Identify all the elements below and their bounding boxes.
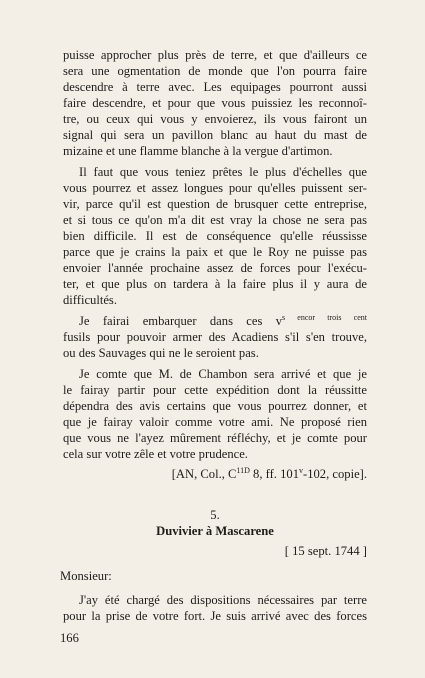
page-number: 166: [60, 631, 79, 645]
text-line: vous pourrez et assez longues pour qu'elles puissent ser-: [63, 181, 367, 195]
text-line: Il faut que vous teniez prêtes le plus d'échelles que: [79, 165, 367, 179]
text-line: puisse approcher plus près de terre, et que d'ailleurs ce: [63, 48, 367, 62]
text-line: fusils pour pouvoir armer des Acadiens s'il s'en trouve,: [63, 330, 367, 344]
text-line: signal qui sera un pavillon blanc au haut du mast de: [63, 128, 367, 142]
text-line: pour la prise de votre fort. Je suis arrivé avec des forces: [63, 609, 367, 623]
text-line: dépendra des avis certains que vous pourrez donner, et: [63, 399, 367, 413]
text-line: que je fairay valoir comme votre ami. Ne proposé rien: [63, 415, 367, 429]
text-line: sera une ogmentation de monde que l'on pourra faire: [63, 64, 367, 78]
text-line: J'ay été chargé des dispositions nécessaires par terre: [79, 593, 367, 607]
text-line: tre, ou ceux qui vous y envoierez, ils vous fairont un: [63, 112, 367, 126]
text-line: Je fairai embarquer dans ces $v^{s encor trois cent}$: [79, 313, 367, 328]
section-number: 5.: [210, 508, 220, 522]
text-line: le fairay partir pour cette expédition dont la réussitte: [63, 383, 367, 397]
text-line: cela sur votre zêle et votre prudence.: [63, 447, 248, 461]
text-line: mizaine et une flamme blanche à la vergue d'artimon.: [63, 144, 333, 158]
text-line: difficultés.: [63, 293, 117, 307]
salutation: Monsieur:: [60, 569, 112, 583]
text-line: Je comte que M. de Chambon sera arrivé et que je: [79, 367, 367, 381]
text-line: ou des Sauvages qui ne le seroient pas.: [63, 346, 259, 360]
text-line: descendre à terre avec. Les equipages pourront aussi: [63, 80, 367, 94]
archive-citation: [AN, Col., $C^{11D}$ 8, ff. 101$^v$-102, copie].: [171, 466, 367, 481]
text-line: envoier l'année prochaine assez de forces pour l'exécu-: [63, 261, 367, 275]
text-line: que vous ne l'ayez mûrement réfléchy, et je comte pour: [63, 431, 367, 445]
section-title: Duvivier à Mascarene: [156, 524, 274, 538]
text-line: parce que je crains la paix et que le Roy ne puisse pas: [63, 245, 367, 259]
text-line: et si tous ce qu'on m'a dit est vray la chose ne sera pas: [63, 213, 367, 227]
text-line: bien difficile. Il est de conséquence qu'elle réussisse: [63, 229, 367, 243]
text-line: faire descendre, et pour que vous puissiez les reconnoî-: [63, 96, 367, 110]
letter-date: [ 15 sept. 1744 ]: [284, 544, 367, 558]
text-line: ter, et que plus on tardera à la faire plus il y aura de: [63, 277, 367, 291]
text-line: vir, parce qu'il est question de brusquer cette entreprise,: [63, 197, 367, 211]
